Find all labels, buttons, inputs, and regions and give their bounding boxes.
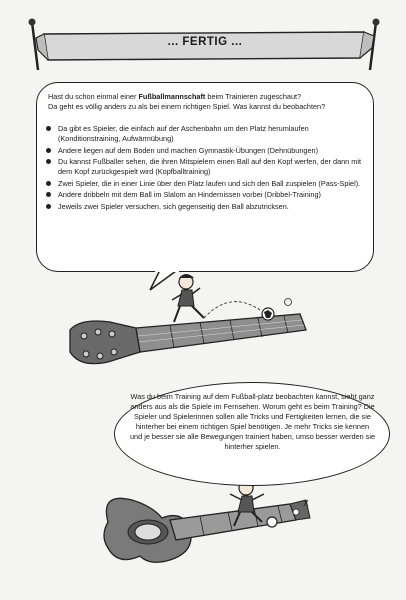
intro-bold-word: Fußballmannschaft [138, 92, 206, 101]
tail-mask [155, 268, 179, 272]
training-explanation-text: Was du beim Training auf dem Fußball-platz beobachten kannst, sieht ganz anders aus als die Spiele im Fernsehen. Worum geht es beim Training? Die Spieler und Spielerinnen sollen alle Tricks und Fertigkeiten lernen, die sie hinterher bei einem richtigen Spiel benötigen. Je mehr Tricks sie kennen und je besser sie alle Bewegungen trainiert haben, umso besser werden sie hinterher spielen. [130, 392, 375, 451]
intro-line-two: Da geht es völlig anders zu als bei einem richtigen Spiel. Was kannst du beobachten? [48, 102, 326, 111]
guitar-body-pitch-two [104, 498, 310, 562]
list-item-text: Du kannst Fußballer sehen, die ihren Mitspielern einen Ball auf den Kopf werfen, der dann mit dem Kopf zurückgespielt wird (Kopfballtraining) [58, 157, 361, 176]
list-item-text: Andere dribbeln mit dem Ball im Slalom an Hindernissen vorbei (Dribbel-Training) [58, 190, 321, 199]
list-item-text: Jeweils zwei Spieler versuchen, sich gegenseitig den Ball abzutricksen. [58, 201, 289, 211]
list-item-text: Andere liegen auf dem Boden und machen Gymnastik-Übungen (Dehnübungen) [58, 145, 319, 155]
list-item-text: Zwei Spieler, die in einer Linie über den Platz laufen und sich den Ball zuspielen (Pass-Spiel). [58, 178, 361, 188]
page-title: ... FERTIG ... [167, 36, 243, 48]
intro-text-end: beim Trainieren zugeschaut? [205, 92, 302, 101]
list-item-text: Da gibt es Spieler, die einfach auf der Aschenbahn um den Platz herumlaufen (Konditionstraining, Aufwärmübung) [58, 124, 309, 143]
guitar-neck-pitch-one [70, 314, 306, 364]
intro-text-start: Hast du schon einmal einer [48, 92, 139, 101]
top-bubble-tail [150, 270, 176, 290]
player-kicking-illustration [172, 274, 292, 322]
